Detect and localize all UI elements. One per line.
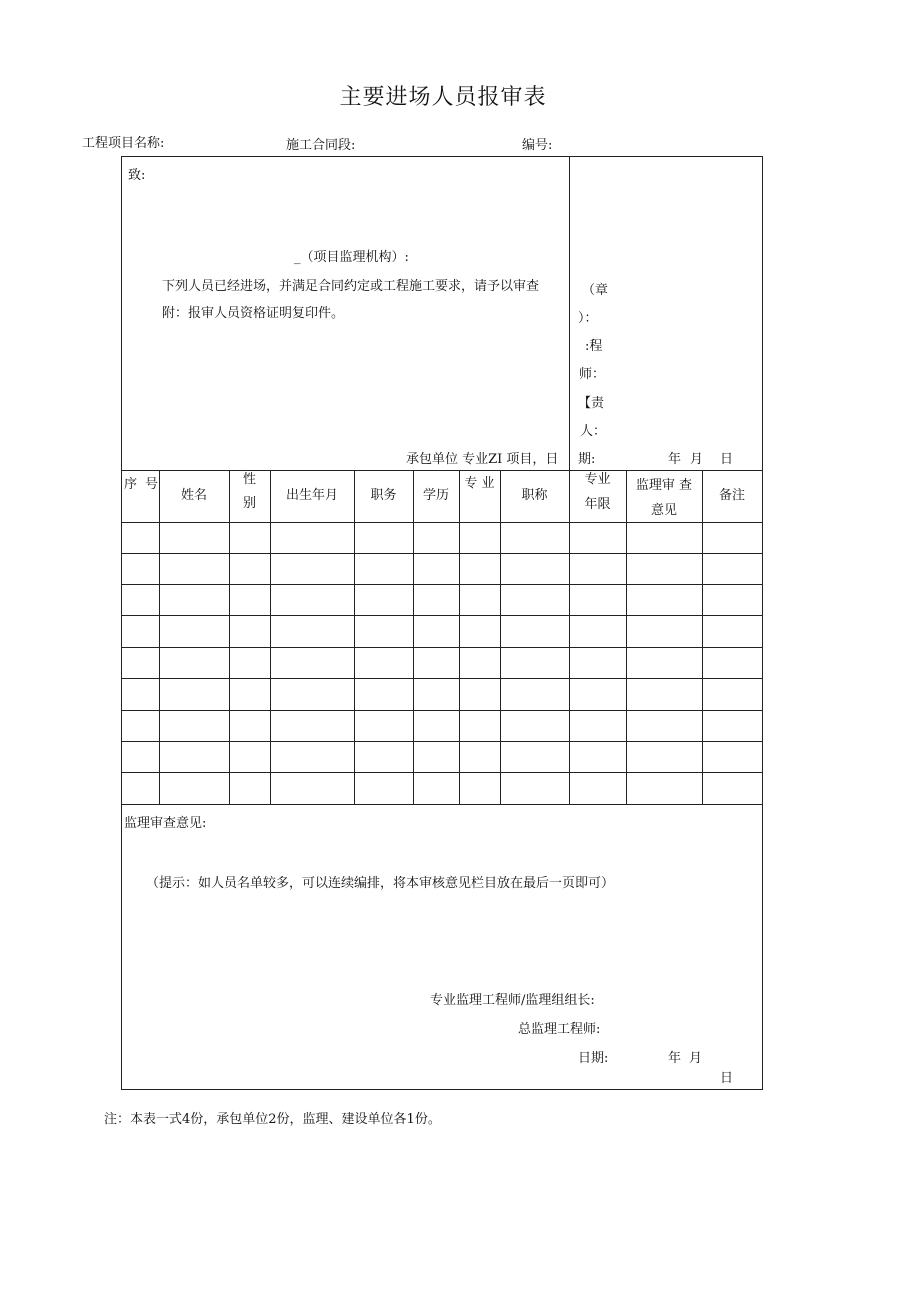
header-position: 职务: [370, 488, 397, 503]
responsible-label-2: 人：: [580, 424, 607, 439]
supervision-org: _（项目监理机构）:: [294, 250, 409, 265]
table-row[interactable]: [122, 742, 762, 772]
table-row[interactable]: [122, 773, 762, 804]
header-no-1: 序: [124, 477, 138, 492]
review-date-day: 日: [720, 1071, 734, 1086]
table-row[interactable]: [122, 554, 762, 584]
paren-close: ）：: [578, 311, 598, 326]
table-row[interactable]: [122, 585, 762, 615]
seal-label: （章: [582, 283, 609, 298]
shi-label: 师：: [579, 367, 606, 382]
header-title: 职称: [521, 488, 548, 503]
number-label: 编号:: [522, 138, 553, 153]
date-month: 月: [690, 452, 704, 467]
table-row[interactable]: [122, 616, 762, 647]
letter-attachment: 附：报审人员资格证明复印件。: [162, 306, 345, 321]
table-row[interactable]: [122, 679, 762, 710]
review-hint: （提示：如人员名单较多，可以连续编排，将本审核意见栏目放在最后一页即可）: [146, 876, 615, 891]
header-remarks: 备注: [718, 488, 745, 503]
header-no-2: 号: [145, 477, 159, 492]
review-date-year: 年: [668, 1051, 682, 1066]
letter-to: 致:: [128, 168, 146, 183]
responsible-label-1: 【责: [578, 396, 605, 411]
footnote: 注：本表一式4份，承包单位2份，监理、建设单位各1份。: [104, 1112, 441, 1127]
header-gender-2: 别: [242, 496, 256, 511]
review-date-month: 月: [689, 1051, 703, 1066]
header-years-1: 专业: [584, 472, 611, 487]
header-major: 专 业: [464, 476, 495, 491]
review-date-label: 日期:: [578, 1051, 609, 1066]
header-years-2: 年限: [584, 497, 611, 512]
header-name: 姓名: [180, 488, 207, 503]
header-gender-1: 性: [242, 472, 256, 487]
contract-section-label: 施工合同段:: [286, 138, 356, 153]
table-row[interactable]: [122, 648, 762, 678]
letter-body: 下列人员已经进场，并满足合同约定或工程施工要求，请予以审查: [162, 279, 540, 294]
header-review-1: 监理审 查: [635, 478, 693, 493]
engineer-label: :程: [585, 339, 603, 354]
header-review-2: 意见: [650, 503, 677, 518]
engineer-signature-label: 专业监理工程师/监理组组长:: [430, 993, 595, 1008]
chief-engineer-label: 总监理工程师:: [518, 1022, 601, 1037]
contractor-line: 承包单位 专业ZI 项目，日: [406, 452, 559, 467]
date-day: 日: [720, 452, 734, 467]
table-row[interactable]: [122, 523, 762, 553]
date-label: 期:: [578, 452, 596, 467]
date-year: 年: [668, 452, 682, 467]
page-title: 主要进场人员报审表: [339, 85, 547, 110]
project-name-label: 工程项目名称:: [82, 136, 165, 151]
header-education: 学历: [422, 488, 449, 503]
header-birth: 出生年月: [285, 488, 338, 503]
review-label: 监理审查意见:: [124, 816, 207, 831]
table-row[interactable]: [122, 711, 762, 741]
